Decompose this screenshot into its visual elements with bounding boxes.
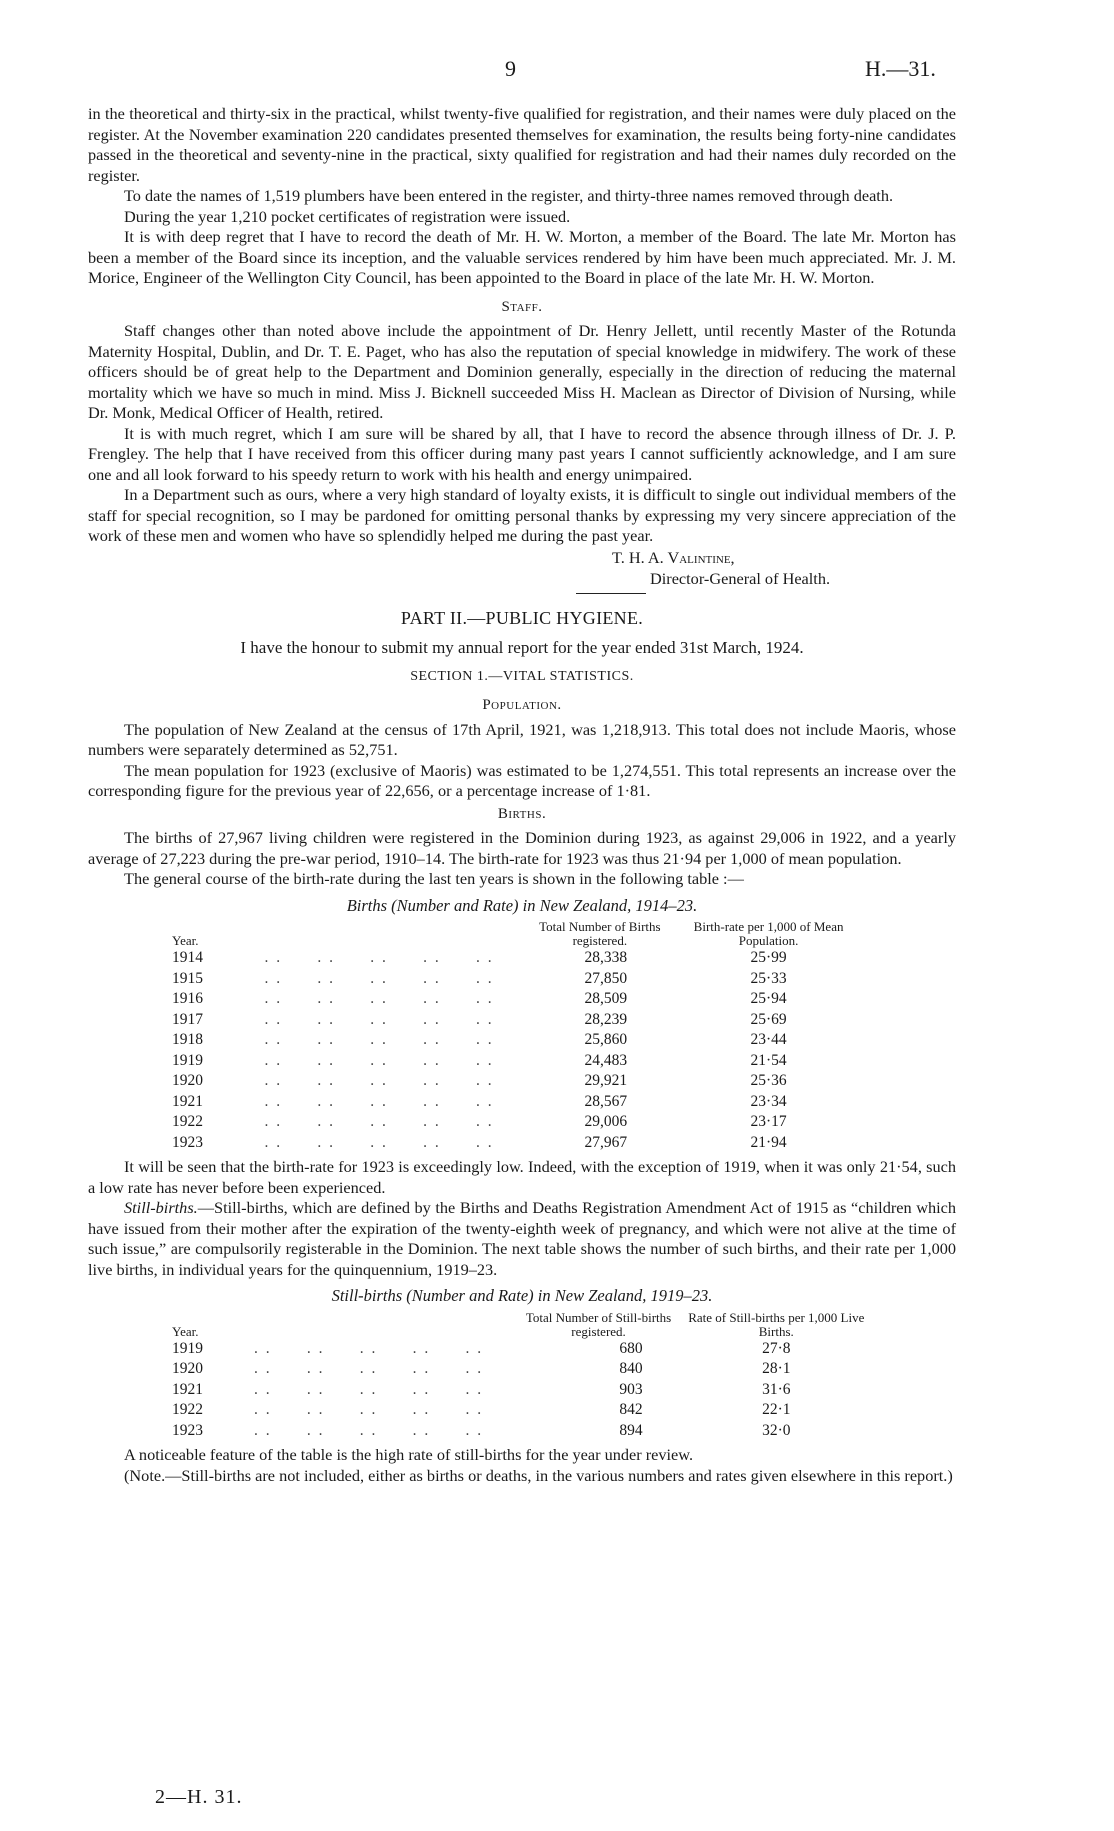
rate-cell: 25·69 xyxy=(750,1010,787,1028)
rate-cell: 23·17 xyxy=(750,1113,787,1130)
year-cell: 1921 xyxy=(172,1092,203,1110)
table-row xyxy=(172,1092,872,1113)
births-table-body xyxy=(172,948,872,1153)
rate-cell: 25·99 xyxy=(750,949,787,966)
year-cell: 1920 xyxy=(172,1360,203,1377)
column-header-total: Total Number of Births registered. xyxy=(539,919,661,948)
leader-dots: . . . . . . . . . . xyxy=(254,1380,484,1398)
total-cell: 842 xyxy=(619,1401,643,1418)
body-text xyxy=(88,104,956,1486)
total-cell: 28,567 xyxy=(584,1092,628,1110)
table-row xyxy=(172,1051,872,1072)
year-cell: 1914 xyxy=(172,949,203,966)
paragraph: in the theoretical and thirty-six in the practical, whilst twenty-five qualified for registration, and their names were duly placed on the register. At the November examination 220 candidates presented themselves for examination, the results being forty-nine candidates passed in the theoretical and seventy-nine in the practical, sixty qualified for registration and had their names duly recorded on the register. xyxy=(88,104,956,185)
leader-dots: . . . . . . . . . . xyxy=(254,1421,484,1439)
section-heading-births: Births. xyxy=(497,805,547,822)
table-row xyxy=(172,1359,872,1380)
page-footer: 2—H. 31. xyxy=(155,1786,243,1808)
year-cell: 1916 xyxy=(172,990,203,1007)
column-header-rate: Rate of Still-births per 1,000 Live Births. xyxy=(688,1309,865,1339)
rate-cell: 21·94 xyxy=(750,1133,787,1151)
total-cell: 27,850 xyxy=(584,969,628,987)
table-row xyxy=(172,1030,872,1051)
paragraph: To date the names of 1,519 plumbers have been entered in the register, and thirty-three names removed through death. xyxy=(124,186,894,205)
year-cell: 1917 xyxy=(172,1010,203,1028)
leader-dots: . . . . . . . . . . xyxy=(254,1401,484,1418)
table-row xyxy=(172,1339,872,1360)
section-heading-staff: Staff. xyxy=(501,298,543,315)
table-row xyxy=(172,1421,872,1442)
total-cell: 29,921 xyxy=(584,1072,628,1089)
table-row xyxy=(172,1071,872,1092)
rate-cell: 28·1 xyxy=(762,1360,791,1377)
year-cell: 1921 xyxy=(172,1380,203,1398)
still-births-text: —Still-births, which are defined by the Births and Deaths Registration Amendment Act of 1915 as “children which have issued from their mother after the expiration of the twenty-eighth week of pregnancy, and which were not alive at the time of such issue,” are compulsorily registerable in the Dominion. The next table shows the number of such births, and their rate per 1,000 live births, in individual years for the quinquennium, 1919–23. xyxy=(88,1198,956,1279)
year-cell: 1915 xyxy=(172,969,203,987)
column-header-total: Total Number of Still-births registered. xyxy=(525,1309,672,1339)
divider xyxy=(576,593,646,594)
section-heading-vital-statistics: SECTION 1.—VITAL STATISTICS. xyxy=(410,668,634,684)
table-header-row xyxy=(172,1311,872,1339)
paragraph: During the year 1,210 pocket certificates of registration were issued. xyxy=(124,206,571,226)
year-cell: 1922 xyxy=(172,1113,203,1130)
total-cell: 903 xyxy=(619,1380,643,1398)
paragraph: It is with much regret, which I am sure will be shared by all, that I have to record the absence through illness of Dr. J. P. Frengley. The help that I have received from this officer during many past years I cannot sufficiently acknowledge, and I am sure one and all look forward to his speedy return to work with his health and energy unimpaired. xyxy=(88,423,956,484)
total-cell: 28,509 xyxy=(584,990,628,1007)
table-caption: Still-births (Number and Rate) in New Zealand, 1919–23. xyxy=(331,1286,713,1305)
births-table xyxy=(172,920,872,1153)
year-cell: 1923 xyxy=(172,1133,203,1151)
document-code: H.—31. xyxy=(865,56,936,81)
rate-cell: 23·44 xyxy=(750,1031,787,1048)
rate-cell: 22·1 xyxy=(762,1401,791,1418)
rate-cell: 32·0 xyxy=(762,1421,791,1439)
table-row xyxy=(172,989,872,1010)
year-cell: 1918 xyxy=(172,1031,203,1048)
paragraph-still-births xyxy=(88,1198,956,1280)
total-cell: 680 xyxy=(619,1339,643,1357)
table-row xyxy=(172,1380,872,1401)
part-intro: I have the honour to submit my annual report for the year ended 31st March, 1924. xyxy=(240,638,804,657)
paragraph: The births of 27,967 living children were registered in the Dominion during 1923, as against 29,006 in 1922, and a yearly average of 27,223 during the pre-war period, 1910–14. The birth-rate for 1923 was thus 21·94 per 1,000 of mean population. xyxy=(88,828,956,868)
signature-name: T. H. A. Valintine, xyxy=(612,547,735,567)
section-heading-population: Population. xyxy=(482,697,562,713)
total-cell: 28,239 xyxy=(584,1010,628,1028)
table-row xyxy=(172,948,872,969)
still-births-lead: Still-births. xyxy=(124,1198,198,1217)
rate-cell: 31·6 xyxy=(762,1380,791,1398)
still-births-table-body xyxy=(172,1339,872,1442)
leader-dots: . . . . . . . . . . xyxy=(264,990,494,1007)
paragraph: Staff changes other than noted above include the appointment of Dr. Henry Jellett, until recently Master of the Rotunda Maternity Hospital, Dublin, and Dr. T. E. Paget, who has also the reputation of special knowledge in midwifery. The work of these officers should be of great help to the Department and Dominion generally, especially in the direction of reducing the maternal mortality which we have so much in mind. Miss J. Bicknell succeeded Miss H. Maclean as Director of Division of Nursing, while Dr. Monk, Medical Officer of Health, retired. xyxy=(88,321,956,422)
paragraph: The general course of the birth-rate during the last ten years is shown in the following table :— xyxy=(124,869,744,888)
column-header-year: Year. xyxy=(172,933,199,948)
rate-cell: 23·34 xyxy=(750,1092,787,1110)
paragraph: The population of New Zealand at the census of 17th April, 1921, was 1,218,913. This total does not include Maoris, whose numbers were separately determined as 52,751. xyxy=(88,719,956,759)
leader-dots: . . . . . . . . . . xyxy=(264,1133,494,1151)
total-cell: 24,483 xyxy=(584,1051,628,1069)
year-cell: 1923 xyxy=(172,1421,203,1439)
total-cell: 25,860 xyxy=(584,1031,628,1048)
leader-dots: . . . . . . . . . . xyxy=(264,1092,494,1110)
year-cell: 1922 xyxy=(172,1401,203,1418)
rate-cell: 25·94 xyxy=(750,990,787,1007)
table-caption: Births (Number and Rate) in New Zealand, 1914–23. xyxy=(346,895,698,915)
total-cell: 894 xyxy=(619,1421,643,1439)
table-header-row xyxy=(172,920,872,948)
leader-dots: . . . . . . . . . . xyxy=(264,1010,494,1028)
year-cell: 1920 xyxy=(172,1072,203,1089)
paragraph: A noticeable feature of the table is the high rate of still-births for the year under review. xyxy=(124,1445,694,1464)
table-row xyxy=(172,1010,872,1031)
rate-cell: 21·54 xyxy=(750,1051,787,1069)
table-row xyxy=(172,1112,872,1133)
table-row xyxy=(172,969,872,990)
year-cell: 1919 xyxy=(172,1051,203,1069)
signature-title: Director-General of Health. xyxy=(650,568,831,588)
part-title: PART II.—PUBLIC HYGIENE. xyxy=(400,607,644,628)
rate-cell: 25·36 xyxy=(750,1072,787,1089)
paragraph: The mean population for 1923 (exclusive of Maoris) was estimated to be 1,274,551. This total represents an increase over the corresponding figure for the previous year of 22,656, or a percentage increase of 1·81. xyxy=(88,760,956,800)
leader-dots: . . . . . . . . . . xyxy=(264,1113,494,1130)
leader-dots: . . . . . . . . . . xyxy=(264,969,494,987)
leader-dots: . . . . . . . . . . xyxy=(254,1339,484,1357)
table-row xyxy=(172,1400,872,1421)
leader-dots: . . . . . . . . . . xyxy=(264,1072,494,1089)
still-births-table xyxy=(172,1311,872,1442)
year-cell: 1919 xyxy=(172,1339,203,1357)
total-cell: 840 xyxy=(619,1360,643,1377)
rate-cell: 27·8 xyxy=(762,1339,791,1357)
leader-dots: . . . . . . . . . . xyxy=(264,1051,494,1069)
column-header-rate: Birth-rate per 1,000 of Mean Population. xyxy=(693,919,844,948)
total-cell: 27,967 xyxy=(584,1133,628,1151)
paragraph: It will be seen that the birth-rate for 1923 is exceedingly low. Indeed, with the exception of 1919, when it was only 21·54, such a low rate has never before been experienced. xyxy=(88,1157,956,1197)
paragraph: It is with deep regret that I have to record the death of Mr. H. W. Morton, a member of the Board. The late Mr. Morton has been a member of the Board since its inception, and the valuable services rendered by him have been much appreciated. Mr. J. M. Morice, Engineer of the Wellington City Council, has been appointed to the Board in place of the late Mr. H. W. Morton. xyxy=(88,227,956,287)
table-row xyxy=(172,1133,872,1154)
leader-dots: . . . . . . . . . . xyxy=(264,1031,494,1048)
paragraph: In a Department such as ours, where a very high standard of loyalty exists, it is difficult to single out individual members of the staff for special recognition, so I may be pardoned for omitting personal thanks by expressing my very sincere appreciation of the work of these men and women who have so splendidly helped me during the past year. xyxy=(88,485,956,545)
page-number: 9 xyxy=(505,56,516,81)
rate-cell: 25·33 xyxy=(750,969,787,987)
paragraph-note: (Note.—Still-births are not included, either as births or deaths, in the various numbers and rates given elsewhere in this report.) xyxy=(124,1465,953,1485)
total-cell: 29,006 xyxy=(584,1113,628,1130)
column-header-year: Year. xyxy=(172,1323,199,1339)
leader-dots: . . . . . . . . . . xyxy=(264,949,494,966)
leader-dots: . . . . . . . . . . xyxy=(254,1360,484,1377)
total-cell: 28,338 xyxy=(584,949,628,966)
